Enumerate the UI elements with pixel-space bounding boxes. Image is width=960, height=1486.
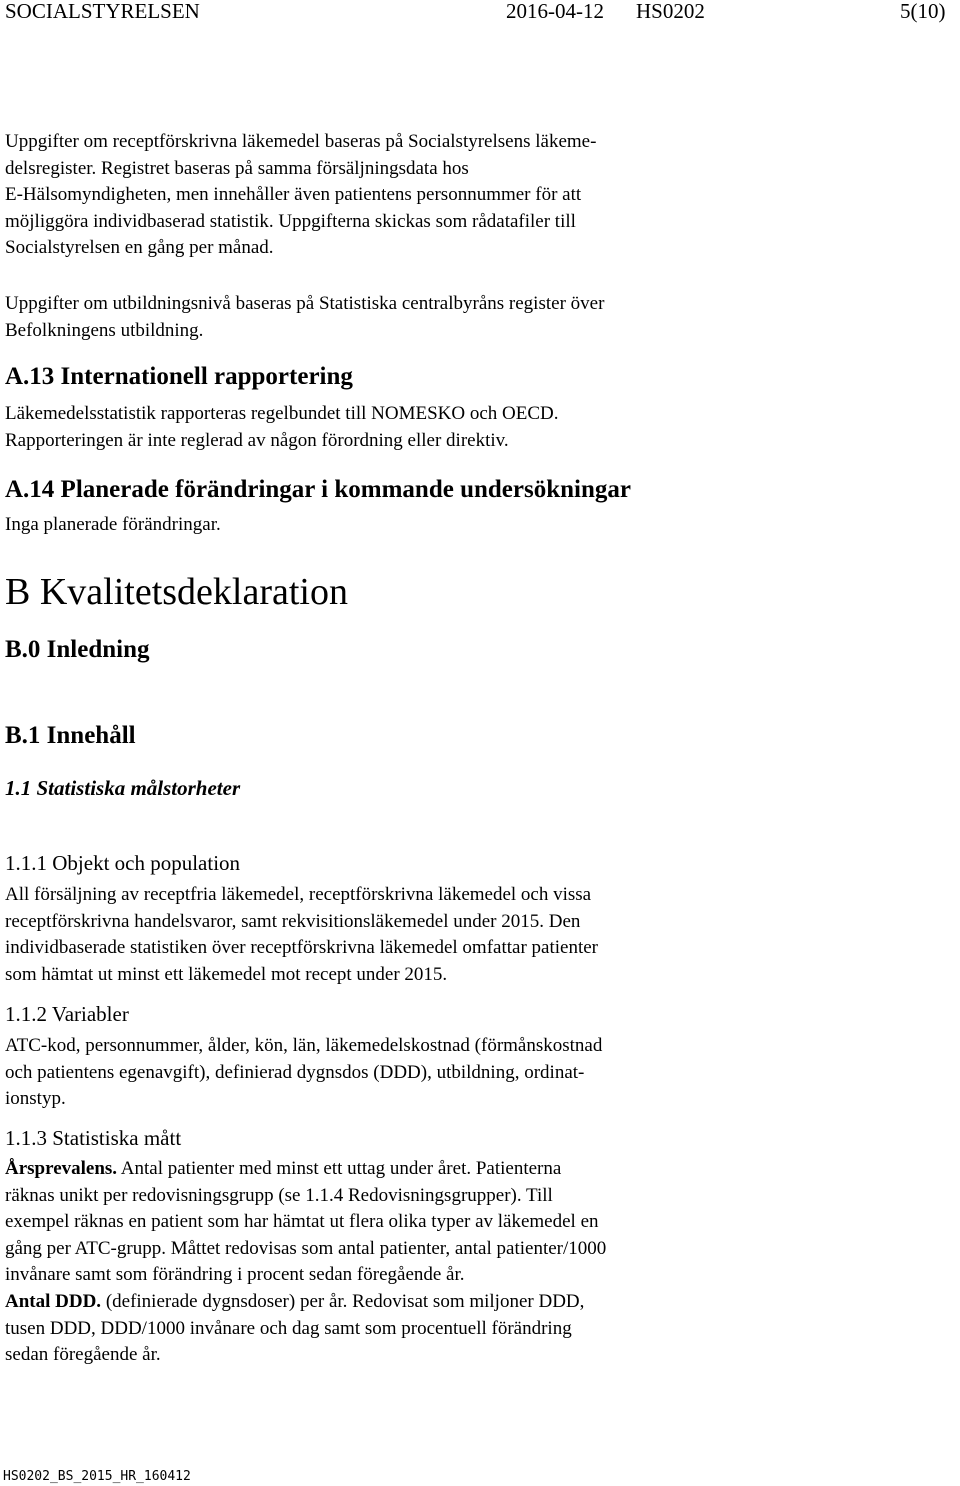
- heading-b0: B.0 Inledning: [5, 636, 150, 663]
- text-line: som hämtat ut minst ett läkemedel mot recept under 2015.: [5, 963, 448, 985]
- text-line: [5, 1289, 606, 1316]
- text-line: Läkemedelsstatistik rapporteras regelbundet till NOMESKO och OECD.: [5, 403, 559, 424]
- text-line: individbaserade statistiken över receptförskrivna läkemedel omfattar patienter: [5, 937, 598, 959]
- text-line: och patientens egenavgift), definierad dygnsdos (DDD), utbildning, ordinat-: [5, 1061, 585, 1083]
- text-line: ATC-kod, personnummer, ålder, kön, län, läkemedelskostnad (förmånskostnad: [5, 1035, 603, 1056]
- text-line: sedan föregående år.: [5, 1344, 161, 1366]
- text-line: Socialstyrelsen en gång per månad.: [5, 237, 274, 259]
- text-span: (definierade dygnsdoser) per år. Redovisat som miljoner DDD,: [101, 1290, 585, 1312]
- text-line: tusen DDD, DDD/1000 invånare och dag samt som procentuell förändring: [5, 1317, 572, 1339]
- text-line: ionstyp.: [5, 1088, 66, 1110]
- header-date: 2016-04-12: [506, 0, 604, 23]
- heading-1-1-2: 1.1.2 Variabler: [5, 1002, 129, 1026]
- text-line: exempel räknas en patient som har hämtat ut flera olika typer av läkemedel en: [5, 1211, 599, 1233]
- text-line: Rapporteringen är inte reglerad av någon förordning eller direktiv.: [5, 429, 509, 451]
- heading-a14: A.14 Planerade förändringar i kommande undersökningar: [5, 476, 631, 503]
- term-annual-prevalence: Årsprevalens.: [5, 1158, 118, 1179]
- text-line: delsregister. Registret baseras på samma försäljningsdata hos: [5, 157, 469, 179]
- term-number-ddd: Antal DDD.: [5, 1290, 102, 1312]
- heading-1-1: 1.1 Statistiska målstorheter: [5, 776, 241, 800]
- heading-b1: B.1 Innehåll: [5, 722, 136, 749]
- heading-a13: A.13 Internationell rapportering: [5, 363, 353, 390]
- paragraph-international-reporting: [5, 401, 559, 454]
- paragraph-statistical-measures: [5, 1156, 606, 1369]
- text-line: [5, 1156, 606, 1183]
- text-line: räknas unikt per redovisningsgrupp (se 1.1.4 Redovisningsgrupper). Till: [5, 1184, 553, 1206]
- paragraph-education-source: [5, 291, 604, 344]
- text-line: invånare samt som förändring i procent sedan föregående år.: [5, 1264, 465, 1286]
- text-line: All försäljning av receptfria läkemedel, receptförskrivna läkemedel och vissa: [5, 884, 592, 905]
- header-doc-id: HS0202: [636, 0, 705, 23]
- text-line: Uppgifter om receptförskrivna läkemedel baseras på Socialstyrelsens läkeme-: [5, 131, 597, 152]
- text-line: möjliggöra individbaserad statistik. Uppgifterna skickas som rådatafiler till: [5, 210, 576, 232]
- header-org: SOCIALSTYRELSEN: [5, 0, 200, 23]
- paragraph-data-source: [5, 129, 596, 262]
- text-line: Uppgifter om utbildningsnivå baseras på Statistiska centralbyråns register över: [5, 293, 605, 314]
- heading-1-1-3: 1.1.3 Statistiska mått: [5, 1126, 182, 1150]
- paragraph-object-population: [5, 882, 598, 988]
- footer-doc-ref: HS0202_BS_2015_HR_160412: [3, 1469, 191, 1484]
- text-line: Befolkningens utbildning.: [5, 319, 204, 341]
- paragraph-planned-changes: Inga planerade förändringar.: [5, 514, 221, 535]
- paragraph-variables: [5, 1033, 602, 1113]
- text-line: receptförskrivna handelsvaror, samt rekvisitionsläkemedel under 2015. Den: [5, 910, 581, 932]
- text-line: gång per ATC-grupp. Måttet redovisas som antal patienter, antal patienter/1000: [5, 1237, 607, 1259]
- text-line: E-Hälsomyndigheten, men innehåller även patientens personnummer för att: [5, 184, 582, 206]
- heading-1-1-1: 1.1.1 Objekt och population: [5, 851, 241, 875]
- header-page-number: 5(10): [900, 0, 946, 23]
- heading-b-quality-declaration: B Kvalitetsdeklaration: [5, 571, 348, 613]
- text-span: Antal patienter med minst ett uttag under året. Patienterna: [117, 1158, 562, 1179]
